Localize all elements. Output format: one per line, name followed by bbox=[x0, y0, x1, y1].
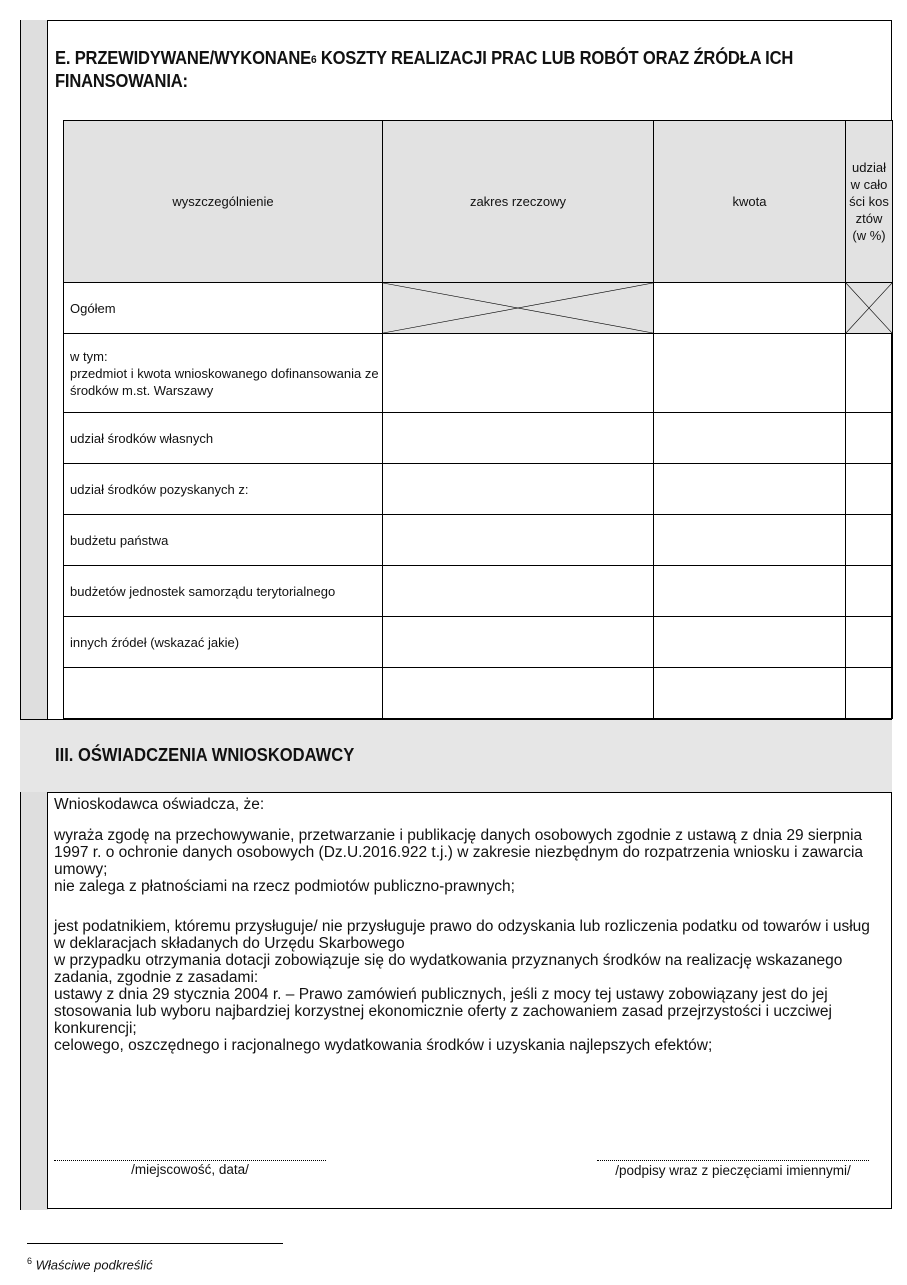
declaration-paragraph-2: jest podatnikiem, któremu przysługuje/ nie przysługuje prawo do odzyskania lub rozliczenia podatku od towarów i usług w deklaracjach składanych do Urzędu Skarbowego w przypadku otrzymania dotacji zobowiązuje się do wydatkowania przyznanych środków na realizację wskazanego zadania, zgodnie z zasadami: ustawy z dnia 29 stycznia 2004 r. – Prawo zamówień publicznych, jeśli z mocy tej ustawy zobowiązany jest do jej stosowania lub wyboru najbardziej korzystnej ekonomicznie oferty z zachowaniem zasad przejrzystości i uczciwej konkurencji; celowego, oszczędnego i racjonalnego wydatkowania środków i uzyskania najlepszych efektów; bbox=[54, 918, 870, 1054]
cost-table bbox=[63, 120, 893, 719]
section-e-title-part1: E. PRZEWIDYWANE/WYKONANE bbox=[55, 48, 311, 68]
table-row bbox=[64, 464, 893, 515]
row-label: innych źródeł (wskazać jakie) bbox=[64, 617, 383, 668]
section-e-title-part2: KOSZTY REALIZACJI PRAC LUB ROBÓT ORAZ ŹRÓDŁA ICH FINANSOWANIA: bbox=[55, 48, 794, 91]
frame-top-border bbox=[20, 20, 892, 21]
left-margin-strip bbox=[20, 20, 48, 1210]
share-cell[interactable] bbox=[846, 464, 893, 515]
row-label: udział środków własnych bbox=[64, 413, 383, 464]
footnote bbox=[27, 1256, 153, 1272]
scope-cell[interactable] bbox=[383, 566, 654, 617]
table-row-ogolem bbox=[64, 283, 893, 334]
amount-cell[interactable] bbox=[654, 283, 846, 334]
amount-cell[interactable] bbox=[654, 566, 846, 617]
declaration-paragraph-1: wyraża zgodę na przechowywanie, przetwarzanie i publikację danych osobowych zgodnie z ustawą z dnia 29 sierpnia 1997 r. o ochronie danych osobowych (Dz.U.2016.922 t.j.) w zakresie niezbędnym do rozpatrzenia wniosku i zawarcia umowy; nie zalega z płatnościami na rzecz podmiotów publiczno-prawnych; bbox=[54, 827, 864, 895]
footnote-rule bbox=[27, 1243, 283, 1244]
share-cell[interactable] bbox=[846, 413, 893, 464]
amount-cell[interactable] bbox=[654, 464, 846, 515]
scope-cell[interactable] bbox=[383, 413, 654, 464]
table-header-row bbox=[64, 121, 893, 283]
header-wyszczegolnienie: wyszczególnienie bbox=[64, 121, 383, 283]
signatures-line bbox=[597, 1160, 869, 1161]
footnote-ref: 6 bbox=[310, 54, 317, 66]
declaration-intro: Wnioskodawca oświadcza, że: bbox=[54, 796, 265, 813]
share-cell[interactable] bbox=[846, 668, 893, 719]
place-date-signature-line bbox=[54, 1160, 326, 1161]
place-date-label: /miejscowość, data/ bbox=[131, 1162, 249, 1177]
table-row bbox=[64, 413, 893, 464]
section-e-title bbox=[55, 47, 892, 93]
scope-cell[interactable] bbox=[383, 668, 654, 719]
header-zakres-rzeczowy: zakres rzeczowy bbox=[383, 121, 654, 283]
row-label: udział środków pozyskanych z: bbox=[64, 464, 383, 515]
header-kwota: kwota bbox=[654, 121, 846, 283]
amount-cell[interactable] bbox=[654, 334, 846, 413]
scope-cell[interactable] bbox=[383, 334, 654, 413]
amount-cell[interactable] bbox=[654, 668, 846, 719]
scope-cell[interactable] bbox=[383, 617, 654, 668]
crossed-cell bbox=[383, 283, 654, 334]
signatures-label: /podpisy wraz z pieczęciami imiennymi/ bbox=[615, 1163, 851, 1178]
footnote-number: 6 bbox=[27, 1256, 33, 1266]
row-label: budżetów jednostek samorządu terytorialnego bbox=[64, 566, 383, 617]
share-cell[interactable] bbox=[846, 515, 893, 566]
amount-cell[interactable] bbox=[654, 617, 846, 668]
amount-cell[interactable] bbox=[654, 413, 846, 464]
table-row bbox=[64, 515, 893, 566]
table-row-empty bbox=[64, 668, 893, 719]
table-row bbox=[64, 617, 893, 668]
table-row bbox=[64, 334, 893, 413]
amount-cell[interactable] bbox=[654, 515, 846, 566]
header-udzial: udział w całości kosztów (w %) bbox=[846, 121, 893, 283]
share-cell[interactable] bbox=[846, 617, 893, 668]
table-row bbox=[64, 566, 893, 617]
share-cell[interactable] bbox=[846, 566, 893, 617]
row-label: budżetu państwa bbox=[64, 515, 383, 566]
row-label[interactable] bbox=[64, 668, 383, 719]
row-label: Ogółem bbox=[64, 283, 383, 334]
row-label: w tym: przedmiot i kwota wnioskowanego dofinansowania ze środków m.st. Warszawy bbox=[64, 334, 383, 413]
scope-cell[interactable] bbox=[383, 464, 654, 515]
left-frame-line bbox=[47, 20, 48, 720]
crossed-cell bbox=[846, 283, 893, 334]
scope-cell[interactable] bbox=[383, 515, 654, 566]
section-iii-title: III. OŚWIADCZENIA WNIOSKODAWCY bbox=[55, 745, 355, 765]
share-cell[interactable] bbox=[846, 334, 893, 413]
footnote-text: Właściwe podkreślić bbox=[32, 1257, 153, 1273]
